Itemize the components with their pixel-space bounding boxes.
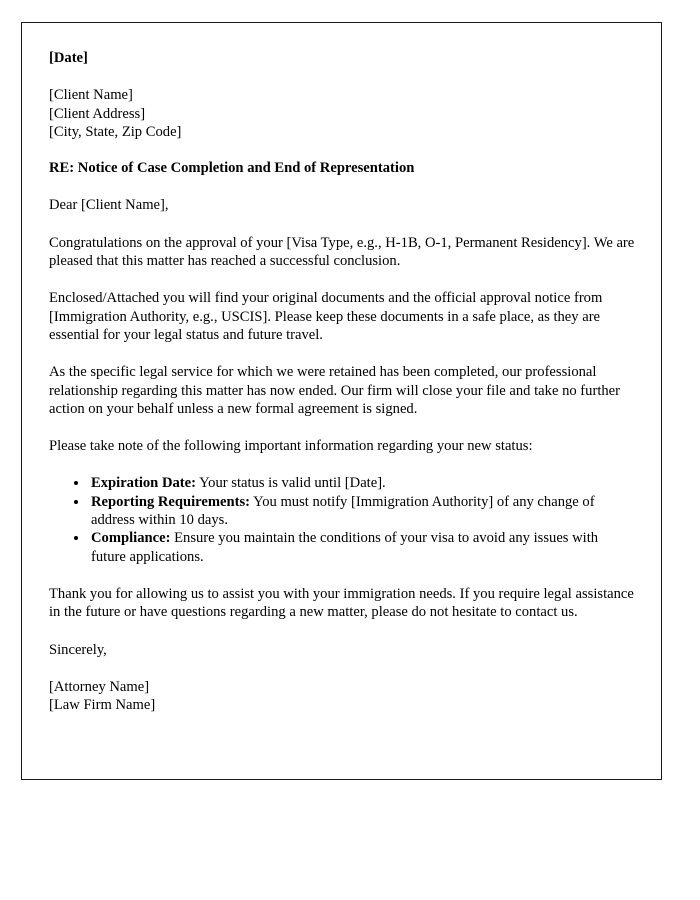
body-paragraph-3: As the specific legal service for which we were retained has been completed, our professional relationship regarding this matter has now ended. Our firm will close your file and take no further action on your behalf unless a new formal agreement is signed. (49, 364, 621, 417)
list-item-text: You must notify [Immigration Authority] of any change of address within 10 days. (91, 493, 595, 529)
list-item-lead: Compliance: (91, 530, 171, 547)
body-paragraph-1: Congratulations on the approval of your [Visa Type, e.g., H-1B, O-1, Permanent Residency]. We are pleased that this matter has reached a successful conclusion. (49, 234, 635, 270)
recipient-city-state-zip: [City, State, Zip Code] (49, 123, 182, 140)
letter-content (22, 23, 661, 714)
status-information-list (49, 474, 635, 565)
recipient-address: [Client Address] (49, 105, 146, 122)
signature-block (49, 678, 635, 715)
closing-paragraph: Thank you for allowing us to assist you with your immigration needs. If you require legal assistance in the future or have questions regarding a new matter, please do not hesitate to contact us. (49, 585, 634, 621)
date-placeholder: [Date] (49, 50, 88, 66)
list-item-lead: Reporting Requirements: (91, 493, 251, 510)
attorney-name: [Attorney Name] (49, 678, 150, 695)
sign-off: Sincerely, (49, 641, 107, 658)
law-firm-name: [Law Firm Name] (49, 697, 156, 714)
list-item (89, 474, 635, 492)
body-paragraph-4: Please take note of the following important information regarding your new status: (49, 438, 533, 455)
list-item-lead: Expiration Date: (91, 475, 196, 492)
list-item-text: Ensure you maintain the conditions of your visa to avoid any issues with future applications. (91, 530, 599, 565)
recipient-name: [Client Name] (49, 87, 133, 104)
recipient-address-block (49, 86, 635, 141)
body-paragraph-2: Enclosed/Attached you will find your original documents and the official approval notice from [Immigration Authority, e.g., USCIS]. Please keep these documents in a safe place, as they are essential for your legal status and future travel. (49, 290, 603, 343)
list-item (89, 493, 635, 530)
salutation: Dear [Client Name], (49, 197, 169, 214)
letter-page (21, 22, 662, 780)
list-item-text: Your status is valid until [Date]. (196, 475, 386, 492)
subject-line: RE: Notice of Case Completion and End of Representation (49, 160, 415, 177)
list-item (89, 529, 635, 566)
